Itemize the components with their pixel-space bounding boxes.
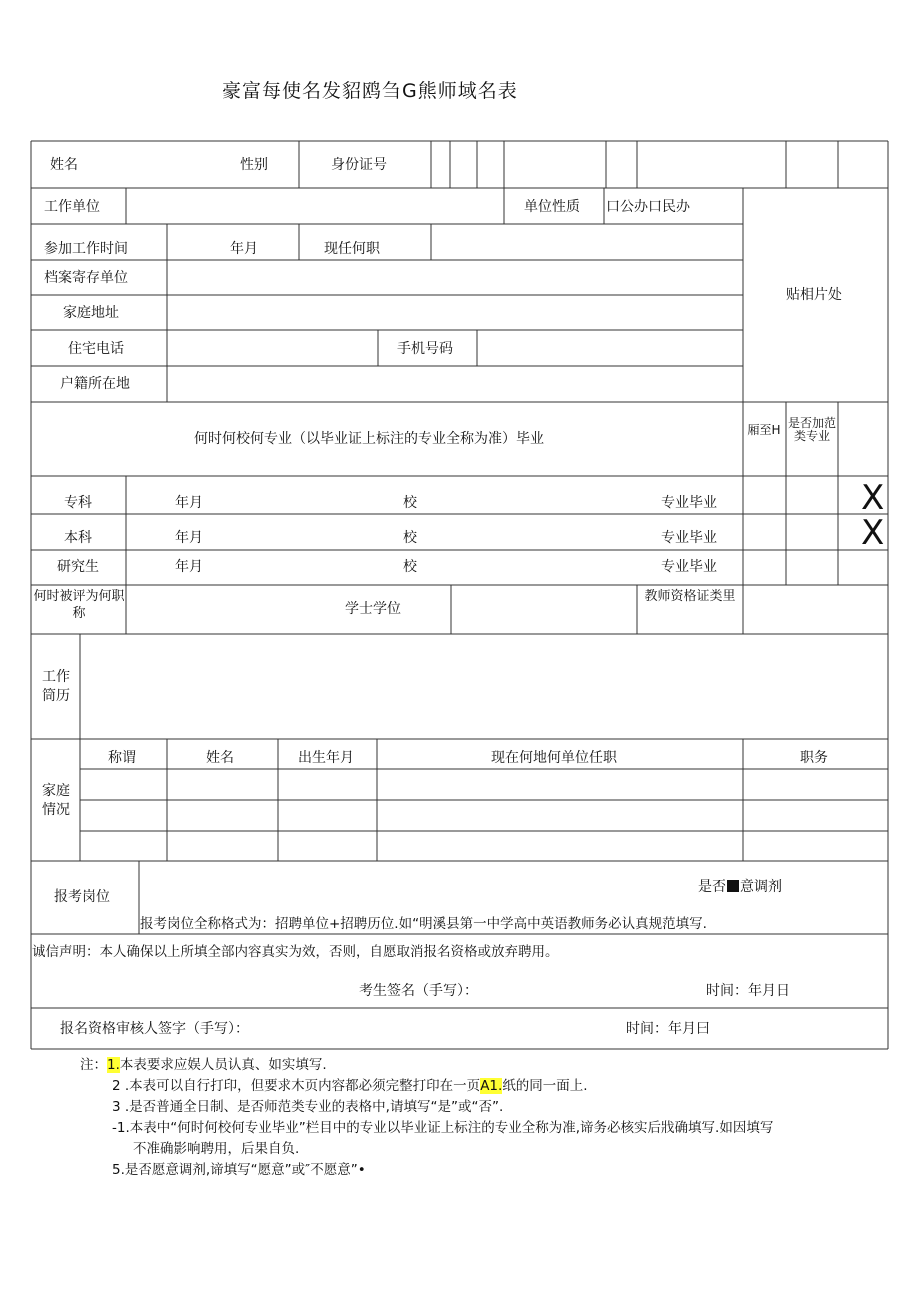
filled-square-icon <box>727 880 739 892</box>
note-1 <box>80 1053 327 1073</box>
x-mark-icon: X <box>861 478 885 518</box>
degree-label: 学士学位 <box>345 601 401 617</box>
edu-ym: 年月 <box>175 559 203 575</box>
gender-label: 性别 <box>240 157 268 173</box>
join-time-label: 参加工作时间 <box>44 241 128 257</box>
note-3-text: .是否普通全日制、是否师范类专业的表格中,请填写“是”或“否”. <box>124 1099 504 1115</box>
family-col-birth: 出生年月 <box>298 750 354 766</box>
unit-type-options: 口公办口民办 <box>606 199 690 215</box>
edu-level-college: 专科 <box>64 495 92 511</box>
reviewer-signature-label: 报名资格审核人签字（手写）： <box>60 1021 249 1037</box>
integrity-declaration: 诚信声明：本人确保以上所填全部内容真实为效，否则，自愿取消报名资格或放弃聘用。 <box>32 944 559 960</box>
edu-major: 专业毕业 <box>661 559 717 575</box>
name-label: 姓名 <box>50 157 78 173</box>
note-5: 5.是否愿意调剂,谛填写“愿意”或″不愿意”• <box>112 1162 366 1178</box>
note-3 <box>112 1095 503 1115</box>
edu-major: 专业毕业 <box>661 495 717 511</box>
edu-ym: 年月 <box>175 495 203 511</box>
edu-school: 校 <box>403 495 417 511</box>
work-resume-label: 工作筒历 <box>42 669 70 704</box>
home-address-label: 家庭地址 <box>63 305 119 321</box>
candidate-signature-label: 考生签名（手写）： <box>359 983 478 999</box>
education-header: 何时何校何专业（以毕业证上标注的专业全称为准）毕业 <box>194 431 544 447</box>
note-2-text-b: 纸的同一面上. <box>502 1078 588 1094</box>
note-2-highlight: A1. <box>480 1078 503 1094</box>
reviewer-sign-time: 时间：年月曰 <box>626 1021 710 1037</box>
note-4-line-1: -1.本表中“何时何校何专业毕业”栏目中的专业以毕业证上标注的专业全称为准,谛务必核实后戕确填写.如因填写 <box>112 1120 774 1136</box>
apply-position-label: 报考岗位 <box>54 889 110 905</box>
edu-level-bachelor: 本科 <box>64 530 92 546</box>
candidate-sign-time: 时间：年月日 <box>706 983 790 999</box>
edu-school: 校 <box>403 559 417 575</box>
photo-placeholder: 贴相片处 <box>786 287 842 303</box>
unit-type-label: 单位性质 <box>524 199 580 215</box>
edu-school: 校 <box>403 530 417 546</box>
title-time-label: 何时被评为何职称 <box>33 589 125 621</box>
form-title: 豪富每使名发貂鸥刍G熊师域名表 <box>222 80 518 102</box>
current-post-label: 现任何职 <box>324 241 380 257</box>
teacher-cert-label: 教师资格证类里 <box>644 589 736 604</box>
home-phone-label: 住宅电话 <box>68 341 124 357</box>
adjust-suffix: 意调剂 <box>740 879 782 895</box>
family-col-name: 姓名 <box>206 750 234 766</box>
normal-major-column-header: 是否加范类专业 <box>788 416 837 443</box>
fulltime-column-header: 厢至H <box>747 423 781 437</box>
apply-format-note: 报考岗位全称格式为：招聘单位+招聘历位.如“明溪县第一中学高中英语教师务必认真规范填写. <box>140 916 707 932</box>
family-col-relation: 称谓 <box>108 750 136 766</box>
note-1-text: 本表要求应娱人员认真、如实填写. <box>119 1057 327 1073</box>
mobile-label: 手机号码 <box>397 341 453 357</box>
archive-unit-label: 档案寄存单位 <box>44 270 128 286</box>
note-1-number: 1. <box>107 1057 120 1073</box>
adjust-option <box>698 879 782 895</box>
edu-major: 专业毕业 <box>661 530 717 546</box>
work-unit-label: 工作单位 <box>44 199 100 215</box>
note-2 <box>112 1074 588 1094</box>
edu-ym: 年月 <box>175 530 203 546</box>
family-col-employer: 现在何地何单位任职 <box>491 750 617 766</box>
id-number-label: 身份证号 <box>331 157 387 173</box>
year-month-label: 年月 <box>230 241 258 257</box>
x-mark-icon: X <box>861 513 885 553</box>
notes-prefix: 注： <box>80 1057 107 1073</box>
note-2-number: 2 <box>112 1078 121 1094</box>
edu-level-graduate: 研究生 <box>57 559 99 575</box>
adjust-prefix: 是否 <box>698 879 726 895</box>
hukou-label: 户籍所在地 <box>60 376 130 392</box>
note-2-text-a: .本表可以自行打印，但要求木页内容都必须完整打印在一页 <box>124 1078 481 1094</box>
family-label: 家庭情况 <box>42 783 70 818</box>
note-4-line-2: 不准确影响聘用，后果自负. <box>133 1141 300 1157</box>
family-col-duty: 职务 <box>800 750 828 766</box>
note-3-number: 3 <box>112 1099 121 1115</box>
